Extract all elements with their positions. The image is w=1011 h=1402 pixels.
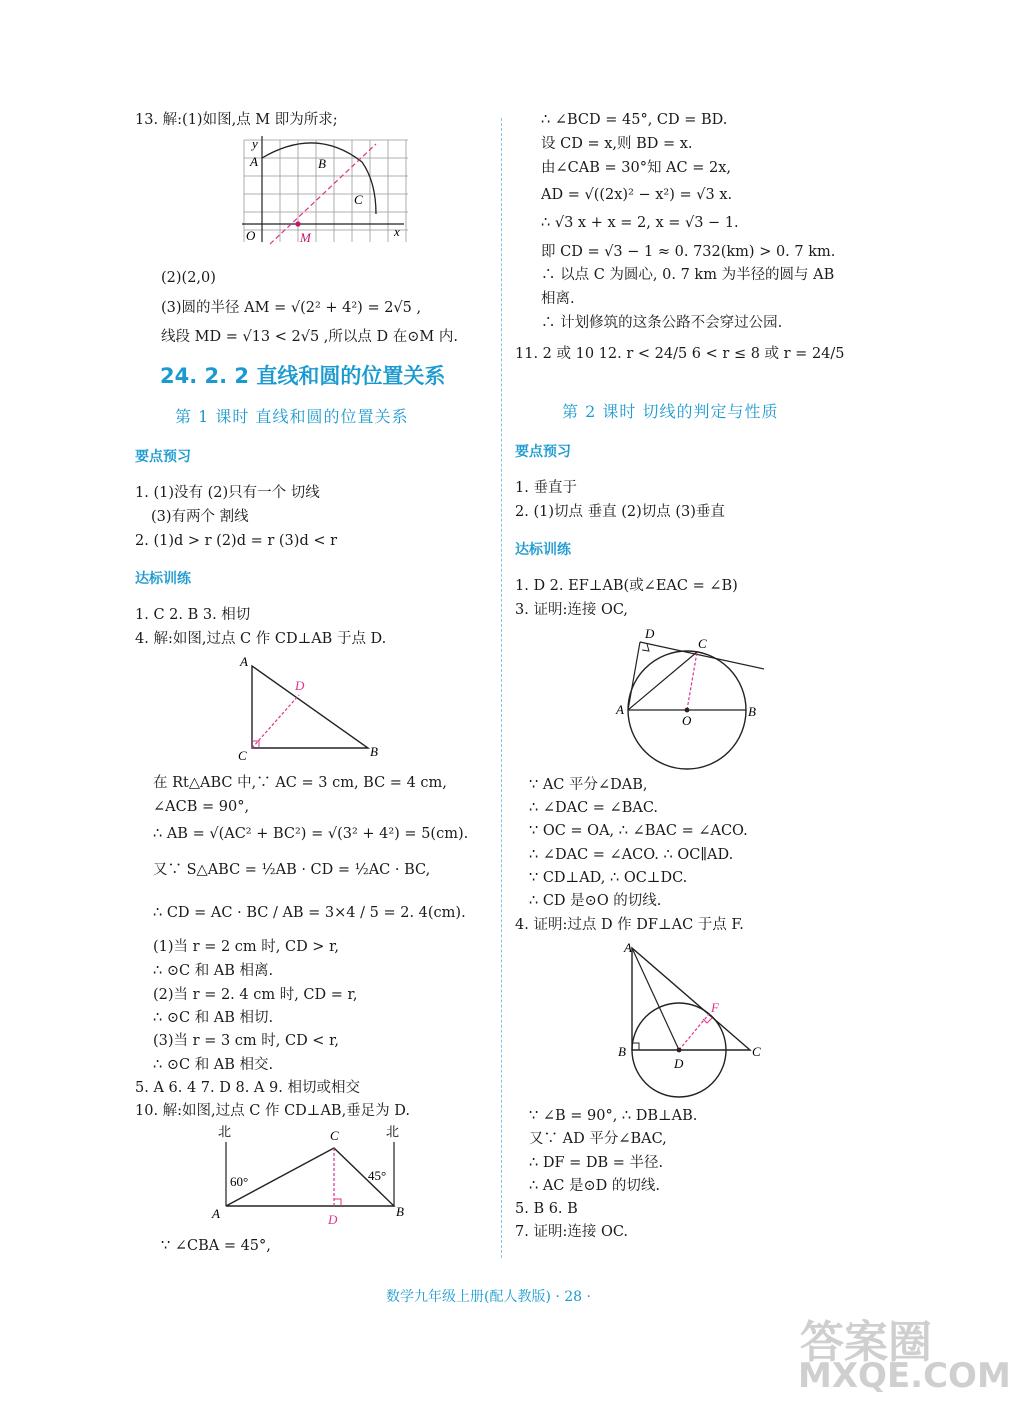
fig10-north1: 北	[218, 1124, 232, 1139]
right-top-6: 即 CD = √3 − 1 ≈ 0. 732(km) > 0. 7 km.	[541, 244, 836, 260]
fig3-C: C	[698, 636, 707, 651]
fig4r-D: D	[674, 1056, 684, 1071]
fig10-B: B	[396, 1204, 404, 1219]
fig13-B: B	[318, 156, 326, 171]
left-preview-2: (3)有两个 割线	[151, 509, 249, 525]
fig13-A: A	[250, 154, 258, 169]
watermark-top: 答案圈	[800, 1317, 932, 1368]
left-preview-1: 1. (1)没有 (2)只有一个 切线	[135, 485, 320, 501]
left-train-7: ∴ CD = AC · BC / AB = 3×4 / 5 = 2. 4(cm).	[153, 905, 466, 921]
left-train-9: ∴ ⊙C 和 AB 相离.	[153, 963, 274, 979]
fig13-x: x	[394, 224, 400, 239]
q13-line1: 13. 解:(1)如图,点 M 即为所求;	[135, 112, 338, 128]
fig10-C: C	[330, 1128, 339, 1143]
lesson1-title: 第 1 课时 直线和圆的位置关系	[175, 407, 409, 426]
right-top-4: AD = √((2x)² − x²) = √3 x.	[541, 187, 733, 203]
fig3-O: O	[682, 713, 692, 728]
figure-4-triangle	[232, 652, 392, 764]
right-train-12: ∴ DF = DB = 半径.	[529, 1155, 664, 1171]
left-train-4: ∠ACB = 90°,	[153, 799, 250, 815]
fig10-north2: 北	[386, 1124, 400, 1139]
right-train-9: 4. 证明:过点 D 作 DF⊥AC 于点 F.	[515, 917, 744, 933]
right-preview-1: 1. 垂直于	[515, 480, 577, 496]
right-top-2: 设 CD = x,则 BD = x.	[541, 136, 693, 152]
lesson2-title: 第 2 课时 切线的判定与性质	[562, 402, 779, 421]
left-train-3: 在 Rt△ABC 中,∵ AC = 3 cm, BC = 4 cm,	[153, 775, 447, 791]
fig4r-B: B	[618, 1044, 626, 1059]
right-top-8: 相离.	[541, 291, 575, 307]
right-train-5: ∵ OC = OA, ∴ ∠BAC = ∠ACO.	[529, 823, 748, 839]
page-footer: 数学九年级上册(配人教版) · 28 ·	[386, 1289, 591, 1305]
fig10-angle2: 45°	[368, 1168, 387, 1183]
fig13-y: y	[252, 136, 258, 151]
right-train-14: 5. B 6. B	[515, 1201, 578, 1217]
right-train-13: ∴ AC 是⊙D 的切线.	[529, 1178, 661, 1194]
left-tag-preview: 要点预习	[135, 449, 191, 465]
fig13-O: O	[246, 228, 256, 243]
left-train-5: ∴ AB = √(AC² + BC²) = √(3² + 4²) = 5(cm).	[153, 826, 469, 842]
right-train-4: ∴ ∠DAC = ∠BAC.	[529, 800, 659, 816]
fig4-A: A	[240, 654, 248, 669]
fig4r-C: C	[752, 1044, 761, 1059]
q13-line3: (3)圆的半径 AM = √(2² + 4²) = 2√5 ,	[161, 300, 422, 316]
q13-line4: 线段 MD = √13 < 2√5 ,所以点 D 在⊙M 内.	[161, 329, 458, 345]
fig3-D: D	[645, 626, 655, 641]
watermark-bottom: MXQE.COM	[798, 1356, 1011, 1396]
right-tag-train: 达标训练	[515, 542, 571, 558]
right-train-2: 3. 证明:连接 OC,	[515, 602, 629, 618]
left-train-11: ∴ ⊙C 和 AB 相切.	[153, 1010, 274, 1026]
left-train-1: 1. C 2. B 3. 相切	[135, 607, 251, 623]
fig13-C: C	[354, 192, 363, 207]
left-train-12: (3)当 r = 3 cm 时, CD < r,	[153, 1033, 340, 1049]
left-tag-train: 达标训练	[135, 571, 191, 587]
right-train-6: ∴ ∠DAC = ∠ACO. ∴ OC∥AD.	[529, 847, 734, 863]
right-train-3: ∵ AC 平分∠DAB,	[529, 777, 648, 793]
fig4-C: C	[238, 748, 247, 763]
right-train-1: 1. D 2. EF⊥AB(或∠EAC = ∠B)	[515, 578, 738, 594]
right-train-11: 又∵ AD 平分∠BAC,	[529, 1131, 667, 1147]
left-train-2: 4. 解:如图,过点 C 作 CD⊥AB 于点 D.	[135, 631, 387, 647]
fig10-angle1: 60°	[230, 1174, 249, 1189]
right-train-15: 7. 证明:连接 OC.	[515, 1224, 629, 1240]
left-train-10: (2)当 r = 2. 4 cm 时, CD = r,	[153, 987, 358, 1003]
left-train-13: ∴ ⊙C 和 AB 相交.	[153, 1057, 274, 1073]
fig4-D: D	[295, 678, 305, 693]
right-train-8: ∴ CD 是⊙O 的切线.	[529, 893, 662, 909]
right-top-3: 由∠CAB = 30°知 AC = 2x,	[541, 160, 731, 176]
q13-line2: (2)(2,0)	[161, 270, 216, 286]
fig10-A: A	[212, 1206, 220, 1221]
fig3-B: B	[748, 704, 756, 719]
column-divider	[501, 118, 502, 1258]
fig3-A: A	[616, 702, 624, 717]
right-top-10: 11. 2 或 10 12. r < 24/5 6 < r ≤ 8 或 r = 24/5	[515, 346, 845, 362]
fig13-M: M	[300, 230, 311, 245]
right-top-9: ∴ 计划修筑的这条公路不会穿过公园.	[541, 315, 783, 331]
left-train-15: 10. 解:如图,过点 C 作 CD⊥AB,垂足为 D.	[135, 1103, 411, 1119]
figure-4r-tangent	[612, 938, 772, 1104]
left-train-14: 5. A 6. 4 7. D 8. A 9. 相切或相交	[135, 1080, 360, 1096]
right-train-10: ∵ ∠B = 90°, ∴ DB⊥AB.	[529, 1108, 698, 1124]
left-train-8: (1)当 r = 2 cm 时, CD > r,	[153, 939, 340, 955]
figure-10-bearing	[206, 1124, 416, 1230]
right-train-7: ∵ CD⊥AD, ∴ OC⊥DC.	[529, 870, 688, 886]
section-title: 24. 2. 2 直线和圆的位置关系	[160, 364, 446, 388]
left-preview-3: 2. (1)d > r (2)d = r (3)d < r	[135, 533, 338, 549]
figure-13-grid	[236, 132, 412, 248]
right-tag-preview: 要点预习	[515, 444, 571, 460]
right-top-7: ∴ 以点 C 为圆心, 0. 7 km 为半径的圆与 AB	[541, 267, 835, 283]
fig10-D: D	[328, 1212, 338, 1227]
left-train-6: 又∵ S△ABC = ½AB · CD = ½AC · BC,	[153, 862, 431, 878]
fig4-B: B	[370, 744, 378, 759]
left-train-16: ∵ ∠CBA = 45°,	[161, 1238, 271, 1254]
figure-3-circle	[612, 622, 772, 774]
fig4r-A: A	[624, 940, 632, 955]
right-preview-2: 2. (1)切点 垂直 (2)切点 (3)垂直	[515, 504, 725, 520]
right-top-1: ∴ ∠BCD = 45°, CD = BD.	[541, 112, 728, 128]
right-top-5: ∴ √3 x + x = 2, x = √3 − 1.	[541, 215, 739, 231]
fig4r-F: F	[711, 1000, 719, 1015]
